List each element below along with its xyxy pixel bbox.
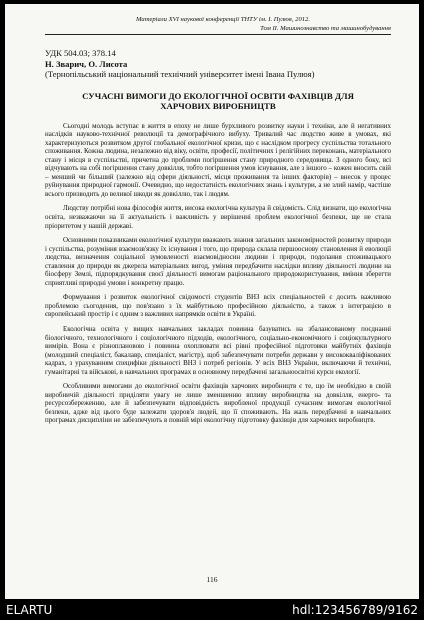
footer-handle: hdl:123456789/9162 (292, 603, 418, 617)
footer-left-label: ELARTU (6, 603, 53, 617)
paragraph-6: Особливими вимогами до екологічної освіти фахівців харчових виробництв є те, що їм необхідно в своїй виробничій діяльності приділяти увагу не лише зменшенню впливу виробництва на довкілля, енерго- та ресурсозбереженню, але й забезпечувати відповідність виробленої продукції сучасним вимогам екологічної безпеки, адже від цього буде залежати здоров'я людей, що її споживають. На жаль передбачені в навчальних програмах дисципліни не забезпечують в повній мірі екологічну підготовку фахівців для харчових виробництв. (45, 382, 391, 425)
running-header-line1: Матеріали XVI наукової конференції ТНТУ ім. І. Пулюя, 2012. (136, 16, 310, 23)
document-page (5, 4, 419, 599)
running-header-line2: Том II. Машинознавство та машинобудування (260, 25, 391, 32)
paragraph-1: Сьогодні молодь вступає в життя в епоху не лише бурхливого розвитку науки і техніки, але й негативних наслідків науково-технічної революції та демографічного вибуху. Тривалий час людство живе в умовах, які характеризуються розвитком другої глобальної екологічної кризи, що є наслідком прогресу суспільства тотального споживання. Кожна людина, незалежно від віку, освіти, професії, політичних і релігійних переконань, матеріального стану і місця в суспільстві, причетна до проблеми погіршення стану природного середовища. З одного боку, всі відчувають на собі погіршення стану довкілля, тобто погіршення умов існування, але з іншого – кожен вносить свій – менший чи більший (залежно від сфери діяльності, місця проживання та інших факторів) – внесок у процес руйнування природної гармонії. Очевидно, що недостатність екологічних знань і культури, а не злий намір, частіше всього призводить до великої шкоди як довкіллю, так і людям. (45, 121, 391, 198)
paragraph-3: Основними показниками екологічної культури вважають знання загальних закономірностей розвитку природи і суспільства, розуміння взаємозв'язку їх існування і того, що природа склала першооснову становлення й еволюції людства, визначення соціальної зумовленості взаємовідносин людини і природи, подолання споживацького ставлення до природи як джерела матеріальних вигод, уміння передбачити наслідки впливу діяльності людини на біосферу Землі, підпорядкування своєї діяльності вимогам раціонального природокористування, вміння зберегти сприятливі природні умови і конкретну працю. (45, 236, 391, 287)
header-rule (45, 34, 391, 35)
article-title: СУЧАСНІ ВИМОГИ ДО ЕКОЛОГІЧНОЇ ОСВІТИ ФАХІВЦІВ ДЛЯ ХАРЧОВИХ ВИРОБНИЦТВ (82, 90, 354, 111)
udc-code: УДК 504.03; 378.14 (45, 48, 116, 58)
viewer-footer (0, 600, 424, 620)
authors: Н. Зварич, О. Лисота (45, 58, 128, 69)
paragraph-5: Екологічна освіта у вищих навчальних закладах повинна базуватись на збалансованому поєднанні біологічного, технологічного і соціологічного підходів, екологічного, соціально-економічного і соціокультурного вимірів. Вона є різноплановою і повинна охоплювати всі рівні професійної підготовки майбутніх фахівців (молодший спеціаліст, бакалавр, спеціаліст, магістр), щоб забезпечувати потреби держави у висококваліфікованих кадрах, з урахуванням специфіки діяльності ВНЗ і потреб регіонів. У всіх ВНЗ України, включаючи й технічні, гуманітарні та військові, в навчальних програмах в основному передбачені загальноосвітні курси екології. (45, 324, 391, 376)
paragraph-4: Формування і розвиток екологічної свідомості студентів ВНЗ всіх спеціальностей є досить важливою проблемою сьогодення, що пов'язано з їх майбутньою професійною діяльністю, а також з інтеграцією в європейський простір і є одним з важливих напрямків освіти в Україні. (45, 293, 391, 319)
article-body (45, 122, 391, 426)
affiliation: (Тернопільський національний технічний університет імені Івана Пулюя) (45, 69, 315, 79)
paragraph-2: Людству потрібні нова філософія життя, висока екологічна культура й свідомість. Слід визнати, що екологічна освіта, незважаючи на її актуальність і важливість у вирішенні проблем екологічної безпеки, ще не стала пріоритетом у нашій державі. (45, 204, 391, 230)
page-number: 116 (206, 575, 218, 584)
running-header (45, 15, 391, 33)
